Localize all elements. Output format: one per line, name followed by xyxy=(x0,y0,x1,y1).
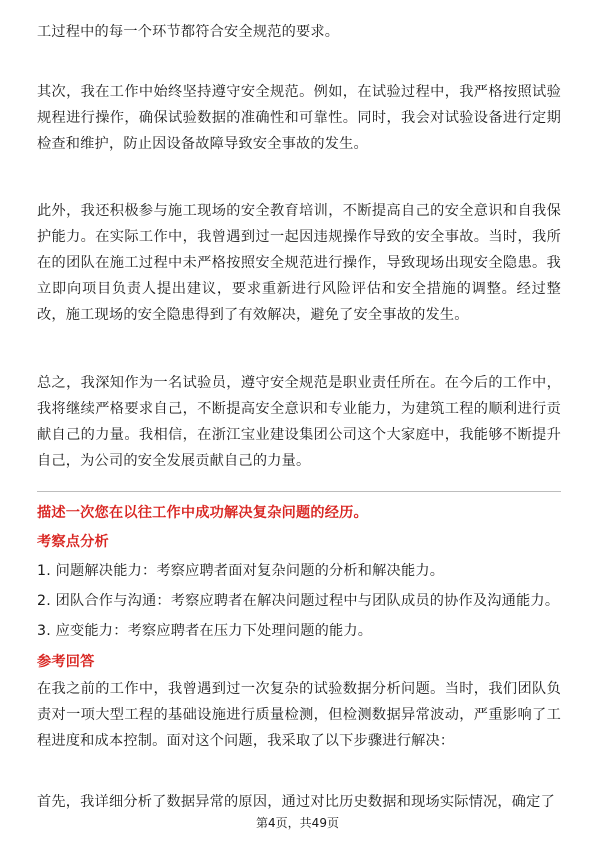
analysis-list xyxy=(37,556,561,646)
answer-paragraph: 在我之前的工作中，我曾遇到过一次复杂的试验数据分析问题。当时，我们团队负责对一项大型工程的基础设施进行质量检测，但检测数据异常波动，严重影响了工程进度和成本控制。面对这个问题，我采取了以下步骤进行解决： xyxy=(37,681,561,749)
list-item: 1. 问题解决能力：考察应聘者面对复杂问题的分析和解决能力。 xyxy=(37,563,445,579)
answer-paragraph-continued: 首先，我详细分析了数据异常的原因，通过对比历史数据和现场实际情况，确定了 xyxy=(37,794,555,810)
section-divider xyxy=(37,491,561,492)
page-number: 第4页，共49页 xyxy=(256,816,339,830)
list-item: 3. 应变能力：考察应聘者在压力下处理问题的能力。 xyxy=(37,623,373,639)
list-item: 2. 团队合作与沟通：考察应聘者在解决问题过程中与团队成员的协作及沟通能力。 xyxy=(37,593,560,609)
analysis-heading: 考察点分析 xyxy=(37,534,109,550)
interview-question: 描述一次您在以往工作中成功解决复杂问题的经历。 xyxy=(37,505,368,521)
paragraph-safety-training: 此外，我还积极参与施工现场的安全教育培训，不断提高自己的安全意识和自我保护能力。在实际工作中，我曾遇到过一起因违规操作导致的安全事故。当时，我所在的团队在施工过程中未严格按照安全规范进行操作，导致现场出现安全隐患。我立即向项目负责人提出建议，要求重新进行风险评估和安全措施的调整。经过整改，施工现场的安全隐患得到了有效解决，避免了安全事故的发生。 xyxy=(37,203,561,323)
paragraph-continued: 工过程中的每一个环节都符合安全规范的要求。 xyxy=(37,24,340,40)
answer-heading: 参考回答 xyxy=(37,654,95,670)
paragraph-safety-compliance: 其次，我在工作中始终坚持遵守安全规范。例如，在试验过程中，我严格按照试验规程进行操作，确保试验数据的准确性和可靠性。同时，我会对试验设备进行定期检查和维护，防止因设备故障导致安全事故的发生。 xyxy=(37,84,561,152)
paragraph-conclusion: 总之，我深知作为一名试验员，遵守安全规范是职业责任所在。在今后的工作中，我将继续严格要求自己，不断提高安全意识和专业能力，为建筑工程的顺利进行贡献自己的力量。我相信，在浙江宝业建设集团公司这个大家庭中，我能够不断提升自己，为公司的安全发展贡献自己的力量。 xyxy=(37,375,561,469)
